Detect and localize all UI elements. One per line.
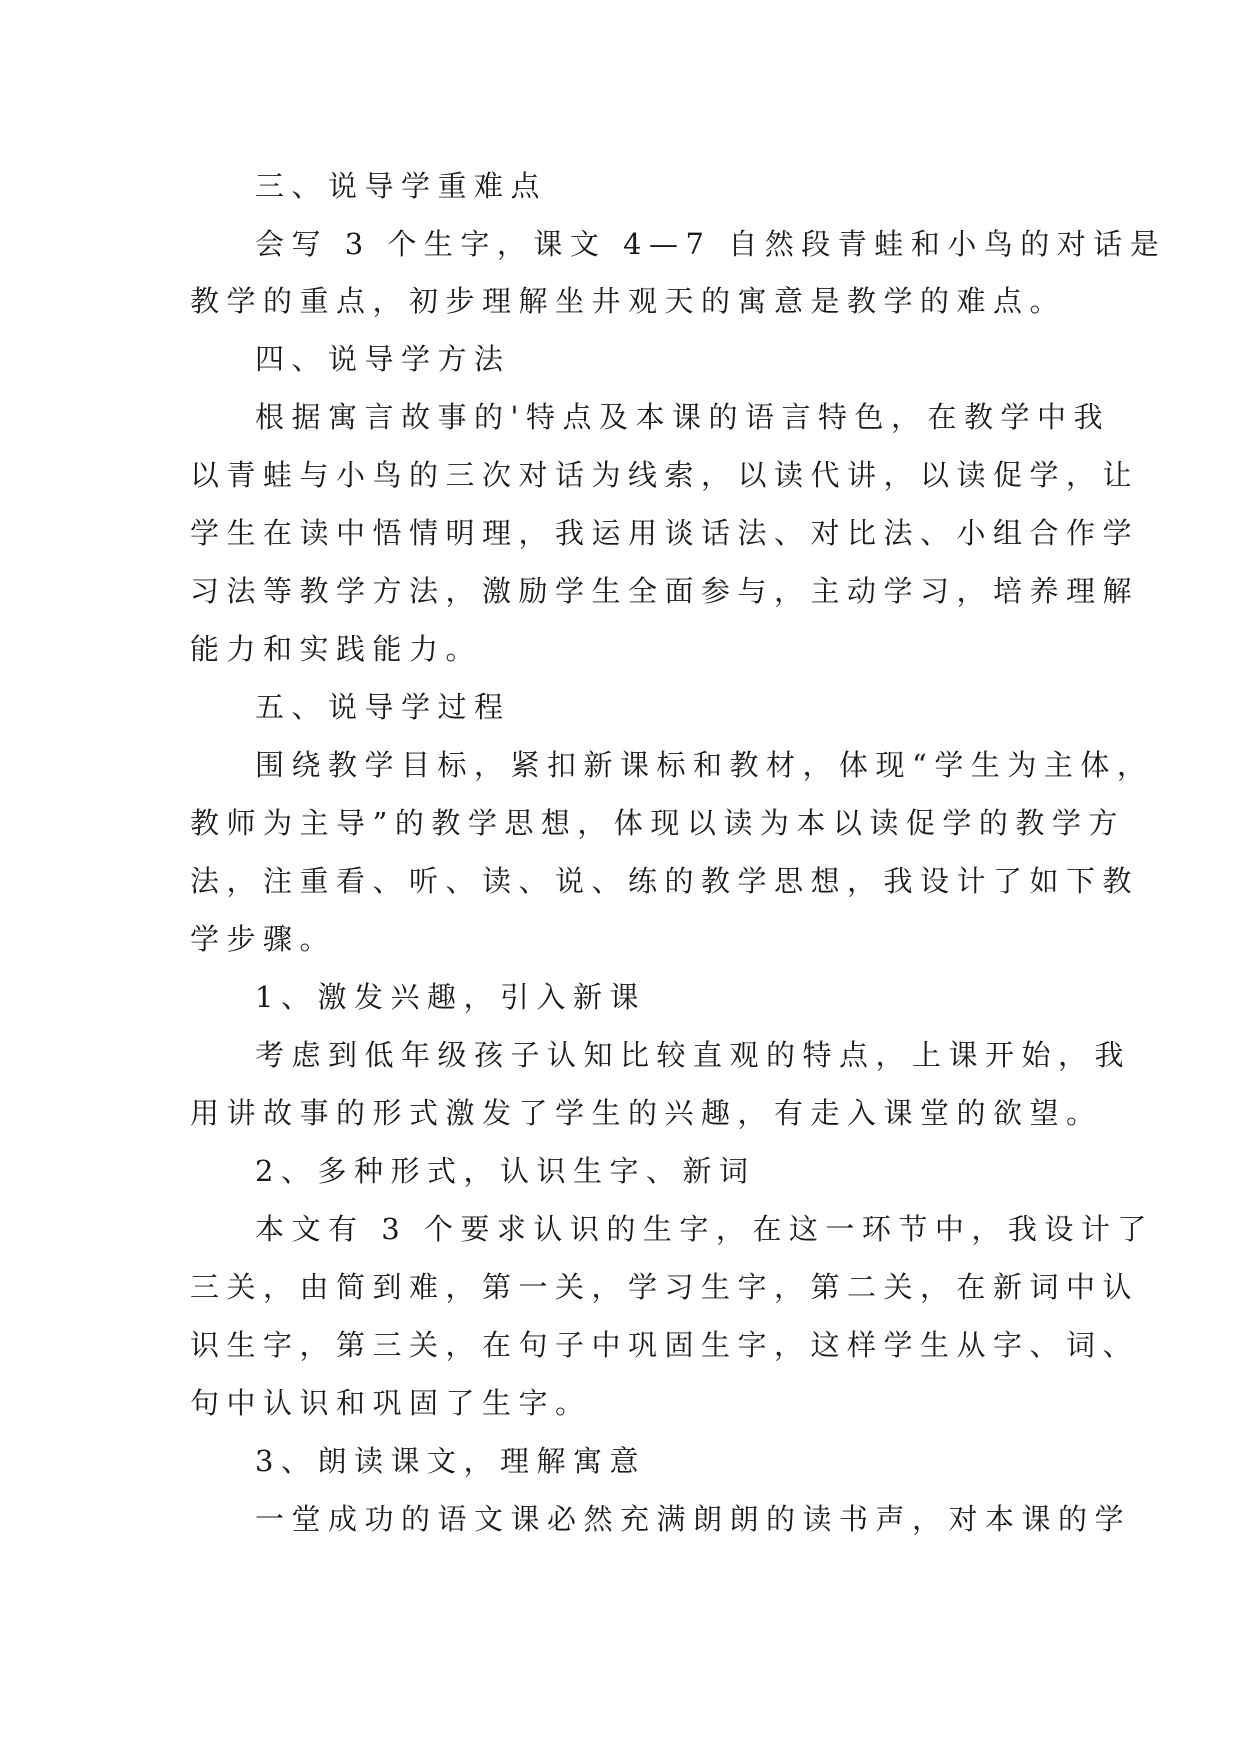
paragraph-line: 三关，由简到难，第一关，学习生字，第二关，在新词中认 bbox=[190, 1270, 1140, 1304]
paragraph-line: 本文有 3 个要求认识的生字，在这一环节中，我设计了 bbox=[255, 1212, 1154, 1246]
heading-3-key-points: 三、说导学重难点 bbox=[255, 169, 548, 203]
paragraph-line: 能力和实践能力。 bbox=[190, 632, 483, 666]
paragraph-line: 法，注重看、听、读、说、练的教学思想，我设计了如下教 bbox=[190, 864, 1140, 898]
step-3-heading: 3、朗读课文，理解寓意 bbox=[255, 1444, 646, 1478]
paragraph-line: 以青蛙与小鸟的三次对话为线索，以读代讲，以读促学，让 bbox=[190, 458, 1140, 492]
paragraph-line: 考虑到低年级孩子认知比较直观的特点，上课开始，我 bbox=[255, 1038, 1132, 1072]
heading-4-methods: 四、说导学方法 bbox=[255, 342, 511, 376]
paragraph-line: 用讲故事的形式激发了学生的兴趣，有走入课堂的欲望。 bbox=[190, 1096, 1103, 1130]
paragraph-line: 学生在读中悟情明理，我运用谈话法、对比法、小组合作学 bbox=[190, 516, 1140, 550]
paragraph-line: 根据寓言故事的'特点及本课的语言特色，在教学中我 bbox=[255, 400, 1110, 434]
paragraph-line: 句中认识和巩固了生字。 bbox=[190, 1386, 592, 1420]
paragraph-line: 识生字，第三关，在句子中巩固生字，这样学生从字、词、 bbox=[190, 1328, 1140, 1362]
paragraph-line: 教师为主导”的教学思想，体现以读为本以读促学的教学方 bbox=[190, 806, 1125, 840]
step-1-heading: 1、激发兴趣，引入新课 bbox=[255, 980, 646, 1014]
paragraph-line: 教学的重点，初步理解坐井观天的寓意是教学的难点。 bbox=[190, 284, 1067, 318]
paragraph-line: 会写 3 个生字，课文 4—7 自然段青蛙和小鸟的对话是 bbox=[255, 227, 1167, 261]
step-2-heading: 2、多种形式，认识生字、新词 bbox=[255, 1154, 756, 1188]
paragraph-line: 一堂成功的语文课必然充满朗朗的读书声，对本课的学 bbox=[255, 1502, 1132, 1536]
paragraph-line: 围绕教学目标，紧扣新课标和教材，体现“学生为主体， bbox=[255, 748, 1154, 782]
heading-5-process: 五、说导学过程 bbox=[255, 690, 511, 724]
paragraph-line: 习法等教学方法，激励学生全面参与，主动学习，培养理解 bbox=[190, 574, 1140, 608]
paragraph-line: 学步骤。 bbox=[190, 922, 337, 956]
